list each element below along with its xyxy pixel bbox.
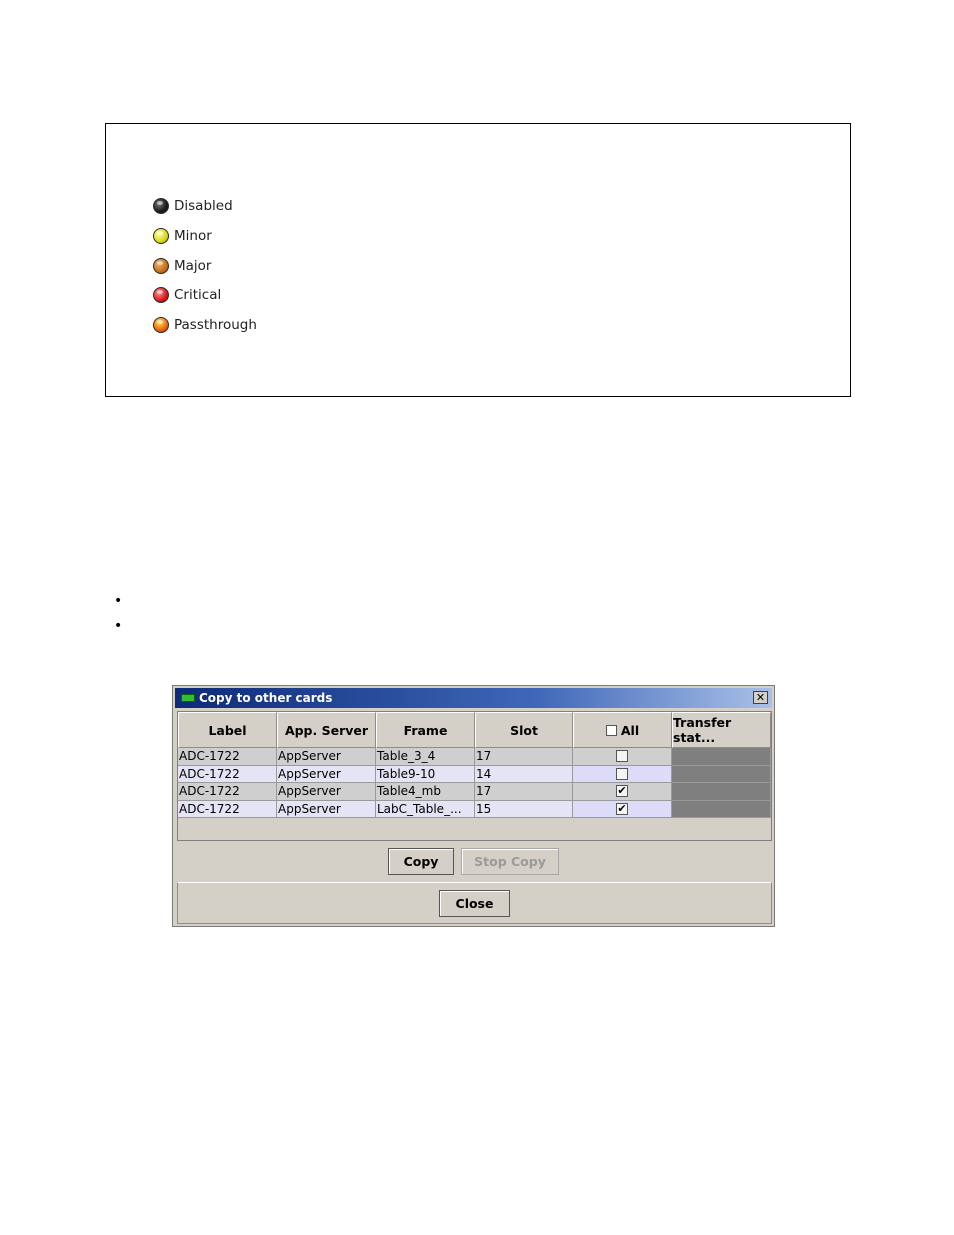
- cell-frame: LabC_Table_...: [376, 801, 475, 819]
- cell-slot: 14: [475, 766, 573, 784]
- cell-frame: Table4_mb: [376, 783, 475, 801]
- column-header-frame[interactable]: Frame: [376, 712, 475, 748]
- select-all-label: All: [620, 722, 640, 738]
- legend-label: Critical: [174, 287, 222, 303]
- cell-app-server: AppServer: [277, 783, 376, 801]
- close-button[interactable]: Close: [439, 890, 510, 917]
- column-header-all[interactable]: [573, 712, 672, 748]
- copy-button[interactable]: Copy: [388, 848, 454, 875]
- cell-transfer-status: [672, 748, 771, 766]
- cell-label: ADC-1722: [178, 801, 277, 819]
- column-header-label[interactable]: Label: [178, 712, 277, 748]
- dialog-footer: [177, 882, 772, 924]
- cell-slot: 15: [475, 801, 573, 819]
- dialog-titlebar[interactable]: [175, 688, 772, 708]
- cell-label: ADC-1722: [178, 748, 277, 766]
- table-row[interactable]: [178, 766, 771, 784]
- minor-led-icon: [153, 228, 169, 244]
- cell-select: [573, 801, 672, 819]
- passthrough-led-icon: [153, 317, 169, 333]
- stop-copy-button[interactable]: Stop Copy: [461, 848, 559, 875]
- close-icon[interactable]: ✕: [753, 691, 768, 704]
- legend-label: Major: [174, 258, 212, 274]
- cell-app-server: AppServer: [277, 801, 376, 819]
- legend-label: Passthrough: [174, 317, 257, 333]
- cell-select: [573, 766, 672, 784]
- bullet-point: •: [114, 618, 123, 634]
- disabled-led-icon: [153, 198, 169, 214]
- cell-frame: Table_3_4: [376, 748, 475, 766]
- cards-table: [177, 711, 772, 841]
- status-legend-panel: [105, 123, 851, 397]
- dialog-title: Copy to other cards: [199, 691, 333, 705]
- column-header-transfer-status[interactable]: Transfer stat...: [672, 712, 771, 748]
- cell-label: ADC-1722: [178, 766, 277, 784]
- major-led-icon: [153, 258, 169, 274]
- table-row[interactable]: [178, 748, 771, 766]
- legend-item-passthrough: [153, 315, 257, 335]
- copy-to-other-cards-dialog: [172, 685, 775, 927]
- cell-slot: 17: [475, 783, 573, 801]
- legend-label: Minor: [174, 228, 212, 244]
- table-row[interactable]: [178, 783, 771, 801]
- cell-transfer-status: [672, 766, 771, 784]
- row-checkbox[interactable]: [616, 768, 628, 780]
- cell-transfer-status: [672, 801, 771, 819]
- cell-label: ADC-1722: [178, 783, 277, 801]
- legend-label: Disabled: [174, 198, 233, 214]
- bullet-point: •: [114, 593, 123, 609]
- column-header-app-server[interactable]: App. Server: [277, 712, 376, 748]
- cell-frame: Table9-10: [376, 766, 475, 784]
- cell-select: [573, 783, 672, 801]
- cell-app-server: AppServer: [277, 748, 376, 766]
- legend-item-major: [153, 256, 211, 276]
- legend-item-critical: [153, 285, 221, 305]
- row-checkbox[interactable]: ✔: [617, 801, 627, 815]
- cell-transfer-status: [672, 783, 771, 801]
- critical-led-icon: [153, 287, 169, 303]
- row-checkbox[interactable]: [616, 750, 628, 762]
- column-header-slot[interactable]: Slot: [475, 712, 573, 748]
- table-body: [178, 748, 771, 818]
- cell-select: [573, 748, 672, 766]
- table-header: [178, 712, 771, 748]
- legend-item-disabled: [153, 196, 233, 216]
- cell-slot: 17: [475, 748, 573, 766]
- table-row[interactable]: [178, 801, 771, 819]
- cell-app-server: AppServer: [277, 766, 376, 784]
- row-checkbox[interactable]: ✔: [617, 784, 627, 798]
- window-icon: [181, 694, 195, 702]
- legend-item-minor: [153, 226, 212, 246]
- select-all-checkbox[interactable]: [606, 725, 617, 736]
